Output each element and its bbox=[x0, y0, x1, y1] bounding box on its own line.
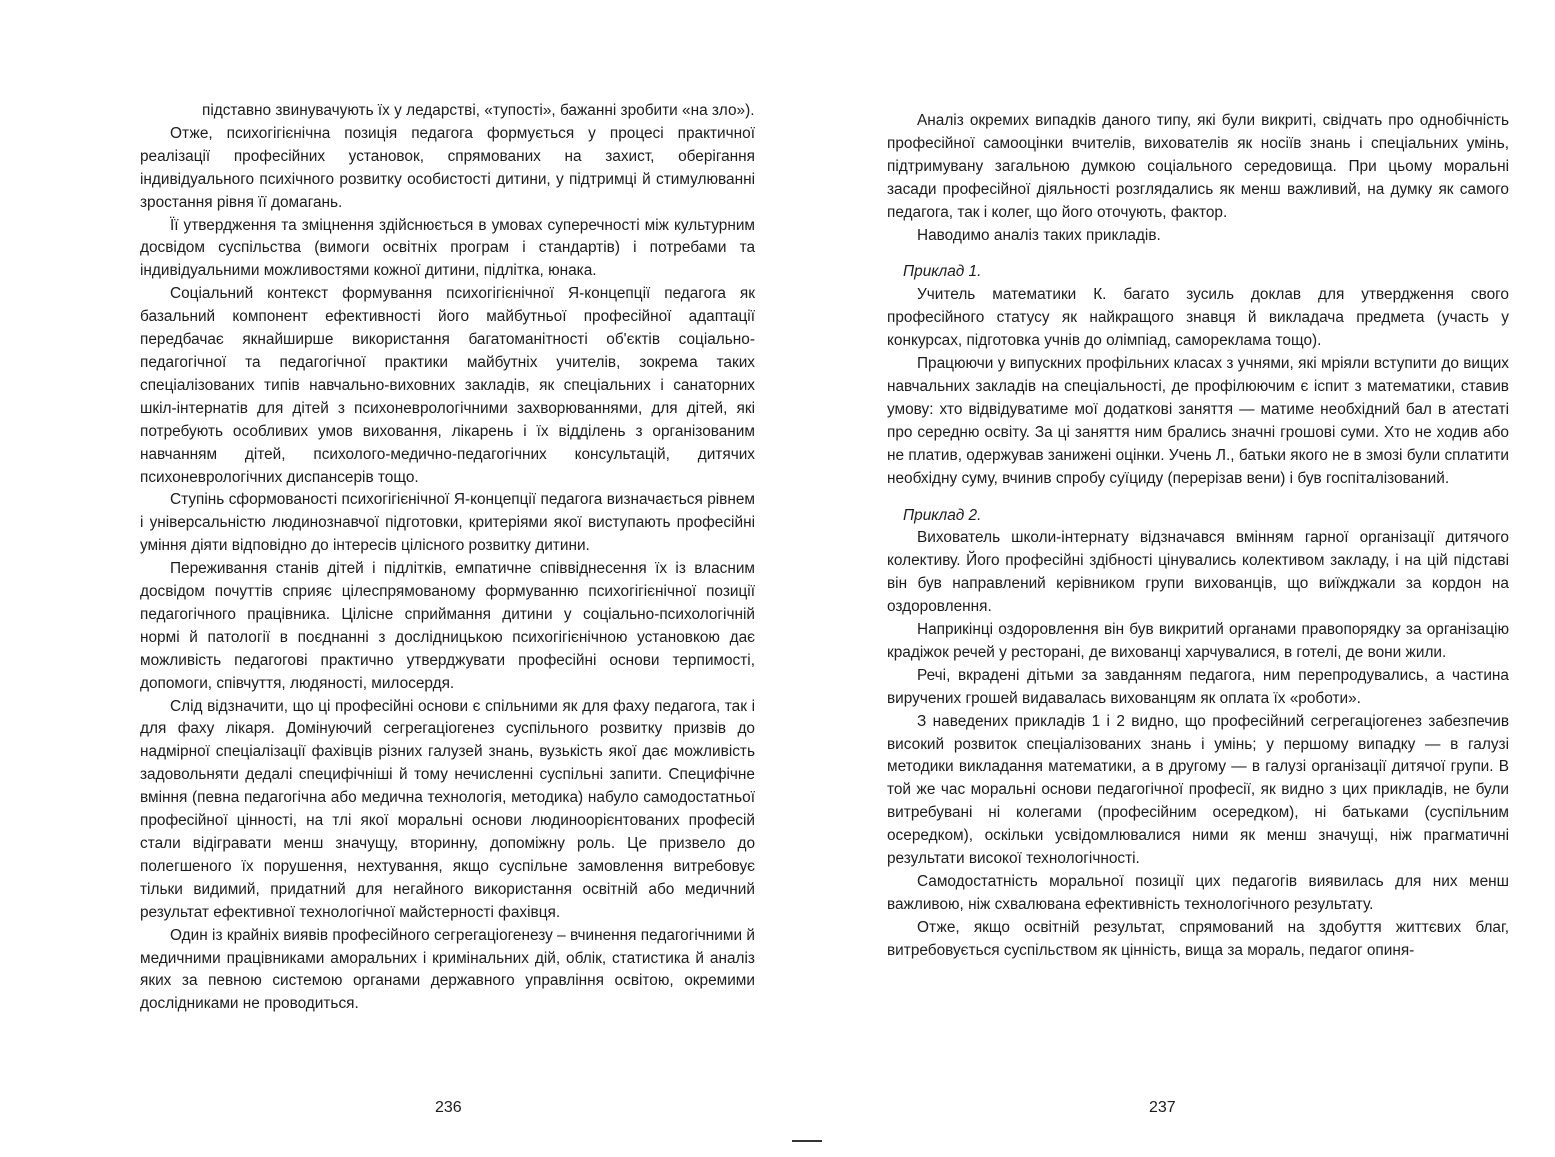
paragraph: Її утвердження та зміцнення здійснюється в умовах суперечності між культурним досвідом суспільства (вимоги освітніх програм і стандартів) і потребами та індивідуальними можливостями кожної дитини, підлітка, юнака. bbox=[140, 216, 755, 280]
page-number-left: 236 bbox=[435, 1099, 462, 1116]
paragraph: Аналіз окремих випадків даного типу, які були викриті, свідчать про однобічність професійної самооцінки вчителів, вихователів як носіїв знань і спеціальних умінь, підтримувану загальною думкою соціального середовища. При цьому моральні засади професійної діяльності розглядались як менш важливий, на думку як самого педагога, так і колег, що його оточують, фактор. bbox=[887, 112, 1509, 221]
right-page bbox=[777, 0, 1555, 1157]
paragraph: Самодостатність моральної позиції цих педагогів виявилась для них менш важливою, ніж схвалювана ефективність технологічного результату. bbox=[887, 873, 1509, 913]
paragraph: Наприкінці оздоровлення він був викритий органами правопорядку за організацію крадіжок речей у ресторані, де вихованці харчувалися, в готелі, де вони жили. bbox=[887, 621, 1509, 661]
paragraph: Речі, вкрадені дітьми за завданням педагога, ним перепродувались, а частина виручених грошей видавалась вихованцям як оплата їх «роботи». bbox=[887, 666, 1509, 707]
paragraph: Вихователь школи-інтернату відзначався вмінням гарної організації дитячого колективу. Його професійні здібності цінувались колективом закладу, і на цій підставі він був направлений керівником групи вихованців, що виїжджали за кордон на оздоровлення. bbox=[887, 529, 1509, 616]
paragraph: Отже, психогігієнічна позиція педагога формується у процесі практичної реалізації професійних установок, спрямованих на захист, оберігання індивідуального психічного розвитку особистості дитини, у підтримці й стимулюванні зростання рівня її домагань. bbox=[140, 124, 755, 211]
paragraph: Працюючи у випускних профільних класах з учнями, які мріяли вступити до вищих навчальних закладів на спеціальності, де профілюючим є іспит з математики, ставив умову: хто відвідуватиме мої додаткові заняття — матиме необхідний бал в атестаті про середню освіту. За ці заняття ним брались значні грошові суми. Хто не ходив або не платив, одержував занижені оцінки. Учень Л., батьки якого не в змозі були сплатити необхідну суму, вчинив спробу суїциду (перерізав вени) і був госпіталізований. bbox=[887, 355, 1509, 487]
paragraph: Соціальний контекст формування психогігієнічної Я-концепції педагога як базальний компонент ефективності його майбутньої професійної адаптації передбачає якнайширше використання багатоманітності об'єктів соціально-педагогічної та педагогічної практики майбутніх учителів, зокрема таких спеціалізованих типів навчально-виховних закладів, як спеціальних і санаторних шкіл-інтернатів для дітей з психоневрологічними захворюваннями, для дітей, які потребують особливих умов виховання, лікарень і їх відділень з організованим навчанням дітей, психолого-медично-педагогічних консультацій, дитячих психоневрологічних диспансерів тощо. bbox=[140, 285, 755, 486]
paragraph: Слід відзначити, що ці професійні основи є спільними як для фаху педагога, так і для фаху лікаря. Домінуючий сегрегаціогенез суспільного розвитку призвів до надмірної спеціалізації фахівців різних галузей знань, вузькість якої дає можливість задовольняти дедалі специфічніші й тому нечисленні суспільні запити. Специфічне вміння (певна педагогічна або медична технологія, методика) набуло самодостатньої професійної цінності, на тлі якої моральні основи людиноорієнтованих професій стали відігравати менш значущу, вторинну, допоміжну роль. Це призвело до полегшеного їх порушення, нехтування, якщо суспільне замовлення витребовує тільки видимий, придатний для негайного використання освітній або медичний результат ефективної технологічної майстерності фахівця. bbox=[140, 697, 755, 921]
right-page-text bbox=[887, 110, 1509, 963]
paragraph: Переживання станів дітей і підлітків, емпатичне співвіднесення їх із власним досвідом почуттів сприяє цілеспрямованому формуванню психогігієнічної позиції педагогічного працівника. Цілісне сприймання дитини у соціально-психологічній нормі й патології в поєднанні з дослідницькою психогігієнічною установкою дає можливість педагогові практично утверджувати професійні основи терпимості, допомоги, співчуття, людяності, милосердя. bbox=[140, 560, 755, 692]
example-2-title: Приклад 2. bbox=[903, 506, 982, 524]
paragraph: Учитель математики К. багато зусиль доклав для утвердження свого професійного статусу як найкращого знавця й викладача предмета (участь у конкурсах, підготовка учнів до олімпіад, самореклама тощо). bbox=[887, 286, 1509, 350]
left-page-text bbox=[140, 100, 755, 1016]
left-page bbox=[0, 0, 777, 1157]
paragraph: З наведених прикладів 1 і 2 видно, що професійний сегрегаціогенез забезпечив високий розвиток спеціалізованих знань і умінь; у першому випадку — в галузі методики викладання математики, а в другому — в галузі організації дитячої групи. В той же час моральні основи педагогічної професії, як видно з цих прикладів, не були витребувані ні колегами (професійним осередком), ні батьками (суспільним осередком), оскільки усвідомлювалися ними як менш значущі, ніж прагматичні результати високої технологічності. bbox=[887, 712, 1509, 868]
paragraph: Один із крайніх виявів професійного сегрегаціогенезу – вчинення педагогічними й медичними працівниками аморальних і кримінальних дій, облік, статистика й аналіз яких за певною системою органами державного управління освітою, окремими дослідниками не проводиться. bbox=[140, 926, 755, 1013]
example-1-title: Приклад 1. bbox=[903, 263, 982, 281]
paragraph: Наводимо аналіз таких прикладів. bbox=[917, 226, 1161, 244]
paragraph: підставно звинувачують їх у ледарстві, «тупості», бажанні зробити «на зло»). bbox=[202, 102, 755, 119]
paragraph: Отже, якщо освітній результат, спрямований на здобуття життєвих благ, витребовується суспільством як цінність, вища за мораль, педагог опиня- bbox=[887, 918, 1509, 959]
paragraph: Ступінь сформованості психогігієнічної Я-концепції педагога визначається рівнем і універсальністю людинознавчої підготовки, критеріями якої виступають професійні уміння діяти відповідно до інтересів цілісного розвитку дитини. bbox=[140, 491, 755, 555]
page-number-right: 237 bbox=[1149, 1099, 1176, 1116]
scan-mark bbox=[792, 1140, 822, 1142]
